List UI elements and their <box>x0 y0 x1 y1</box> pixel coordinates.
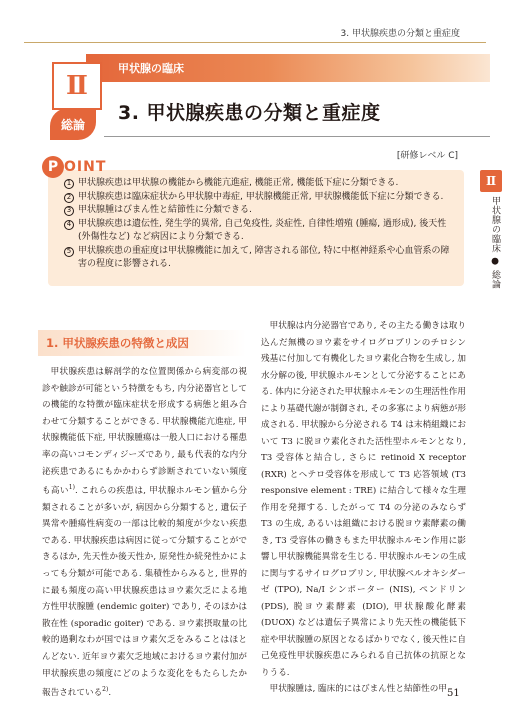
section-heading-1: 1. 甲状腺疾患の特徴と成因 <box>38 330 246 356</box>
point-item <box>64 218 454 245</box>
point-item <box>64 204 454 218</box>
point-item <box>64 177 454 191</box>
ref-1: 1) <box>68 484 75 492</box>
point-list <box>64 177 454 272</box>
chapter-band-text: 甲状腺の臨床 <box>118 62 184 75</box>
point-number: 5 <box>64 247 74 257</box>
side-index-tab <box>480 170 510 290</box>
point-text: 甲状腺疾患は臨床症状から甲状腺中毒症, 甲状腺機能正常, 甲状腺機能低下症に分類できる. <box>78 191 444 202</box>
right-paragraph: 甲状腺腫は, 臨床的にはびまん性と結節性の甲 <box>269 684 447 694</box>
top-rule <box>24 42 486 43</box>
chapter-soron-badge: 総論 <box>50 108 96 140</box>
point-item <box>64 191 454 205</box>
chapter-band <box>86 54 490 82</box>
chapter-roman-numeral: Ⅱ <box>52 62 102 110</box>
side-tab-text: 甲状腺の臨床 ● 総論 <box>490 196 500 290</box>
side-tab-numeral: Ⅱ <box>480 170 502 192</box>
chapter-underline <box>104 136 490 137</box>
chapter-title: 3. 甲状腺疾患の分類と重症度 <box>118 102 381 124</box>
point-badge-rest: OINT <box>64 159 107 175</box>
point-text: 甲状腺疾患は遺伝性, 発生学的異常, 自己免疫性, 炎症性, 自律性増殖 (腫瘍, 過形成), 後天性 (外傷性など) など病因により分類できる. <box>78 218 447 242</box>
point-item <box>64 245 454 272</box>
point-number: 4 <box>64 220 74 230</box>
training-level: [研修レベル C] <box>396 151 458 161</box>
point-number: 2 <box>64 193 74 203</box>
point-number: 3 <box>64 206 74 216</box>
point-badge-p: P <box>42 156 64 178</box>
right-column <box>261 318 466 698</box>
point-text: 甲状腺疾患の重症度は甲状腺機能に加えて, 障害される部位, 特に中枢神経系や心血管系の障害の程度に影響される. <box>78 245 450 269</box>
left-column <box>42 364 247 702</box>
left-paragraph: 甲状腺疾患は解剖学的な位置関係から病変部の視診や触診が可能という特徴をもち, 内分泌器官としての機能的な特徴が臨床症状を形成する病態と組み合わせて分類することができる. 甲状腺機能亢進症, 甲状腺機能低下症, 甲状腺腫瘍は一般人口における罹患率の高いコモンディジーズであり, 最も代表的な内分泌疾患であるにもかかわらず診断されていない頻度も高い$^{1)}$. これらの疾患は, 甲状腺ホルモン値から分類されることが多いが, 病因から分類すると, 遺伝子異常や腫瘍性病変の一部は比較的頻度が少ない疾患である. 甲状腺疾患は病因に従って分類することができるほか, 先天性か後天性か, 原発性か続発性かによっても分類が可能である. 集積性からみると, 世界的に最も頻度の高い甲状腺疾患はヨウ素欠乏による地方性甲状腺腫 (endemic goiter) であり, そのほかは散在性 (sporadic goiter) である. ヨウ素摂取量の比較的過剰なわが国ではヨウ素欠乏をみることはほとんどない. 近年ヨウ素欠乏地域におけるヨウ素付加が甲状腺疾患の頻度にどのような変化をもたらしたか報告されている$^{2)}$. <box>42 367 247 698</box>
point-text: 甲状腺腫はびまん性と結節性に分類できる. <box>78 205 252 215</box>
point-box <box>48 170 464 286</box>
right-paragraph: 甲状腺は内分泌器官であり, その主たる働きは取り込んだ無機のヨウ素をサイログロブリンのチロシン残基に付加して有機化したヨウ素化合物を生成し, 加水分解の後, 甲状腺ホルモンとして分泌することにある. 体内に分泌された甲状腺ホルモンの生理活性作用により基礎代謝が制御され, その多寡により病態が形成される. 甲状腺から分泌される T4 は末梢組織において T3 に脱ヨウ素化された活性型ホルモンとなり, T3 受容体と結合し, さらに retinoid X receptor (RXR) とヘテロ受容体を形成して T3 応答領域 (T3 responsive element : TRE) に結合して様々な生理作用を発揮する. したがって T4 の分泌のみならず T3 の生成, あるいは組織における脱ヨウ素酵素の働き, T3 受容体の働きもまた甲状腺ホルモン作用に影響し甲状腺機能異常を生じる. 甲状腺ホルモンの生成に関与するサイログロブリン, 甲状腺ペルオキシダーゼ (TPO), Na/I シンポーター (NIS), ペンドリン (PDS), 脱ヨウ素酵素 (DIO), 甲状腺酸化酵素 (DUOX) などは遺伝子異常により先天性の機能低下症や甲状腺腫の原因となるばかりでなく, 後天性に自己免疫性甲状腺疾患にみられる自己抗体の抗原となりうる. <box>261 321 466 678</box>
point-number: 1 <box>64 179 74 189</box>
point-text: 甲状腺疾患は甲状腺の機能から機能亢進症, 機能正常, 機能低下症に分類できる. <box>78 178 399 188</box>
ref-2: 2) <box>102 686 109 694</box>
running-head: 3. 甲状腺疾患の分類と重症度 <box>340 29 460 39</box>
page-number: 51 <box>447 688 460 699</box>
chapter-header <box>28 52 490 148</box>
point-badge <box>42 156 107 178</box>
